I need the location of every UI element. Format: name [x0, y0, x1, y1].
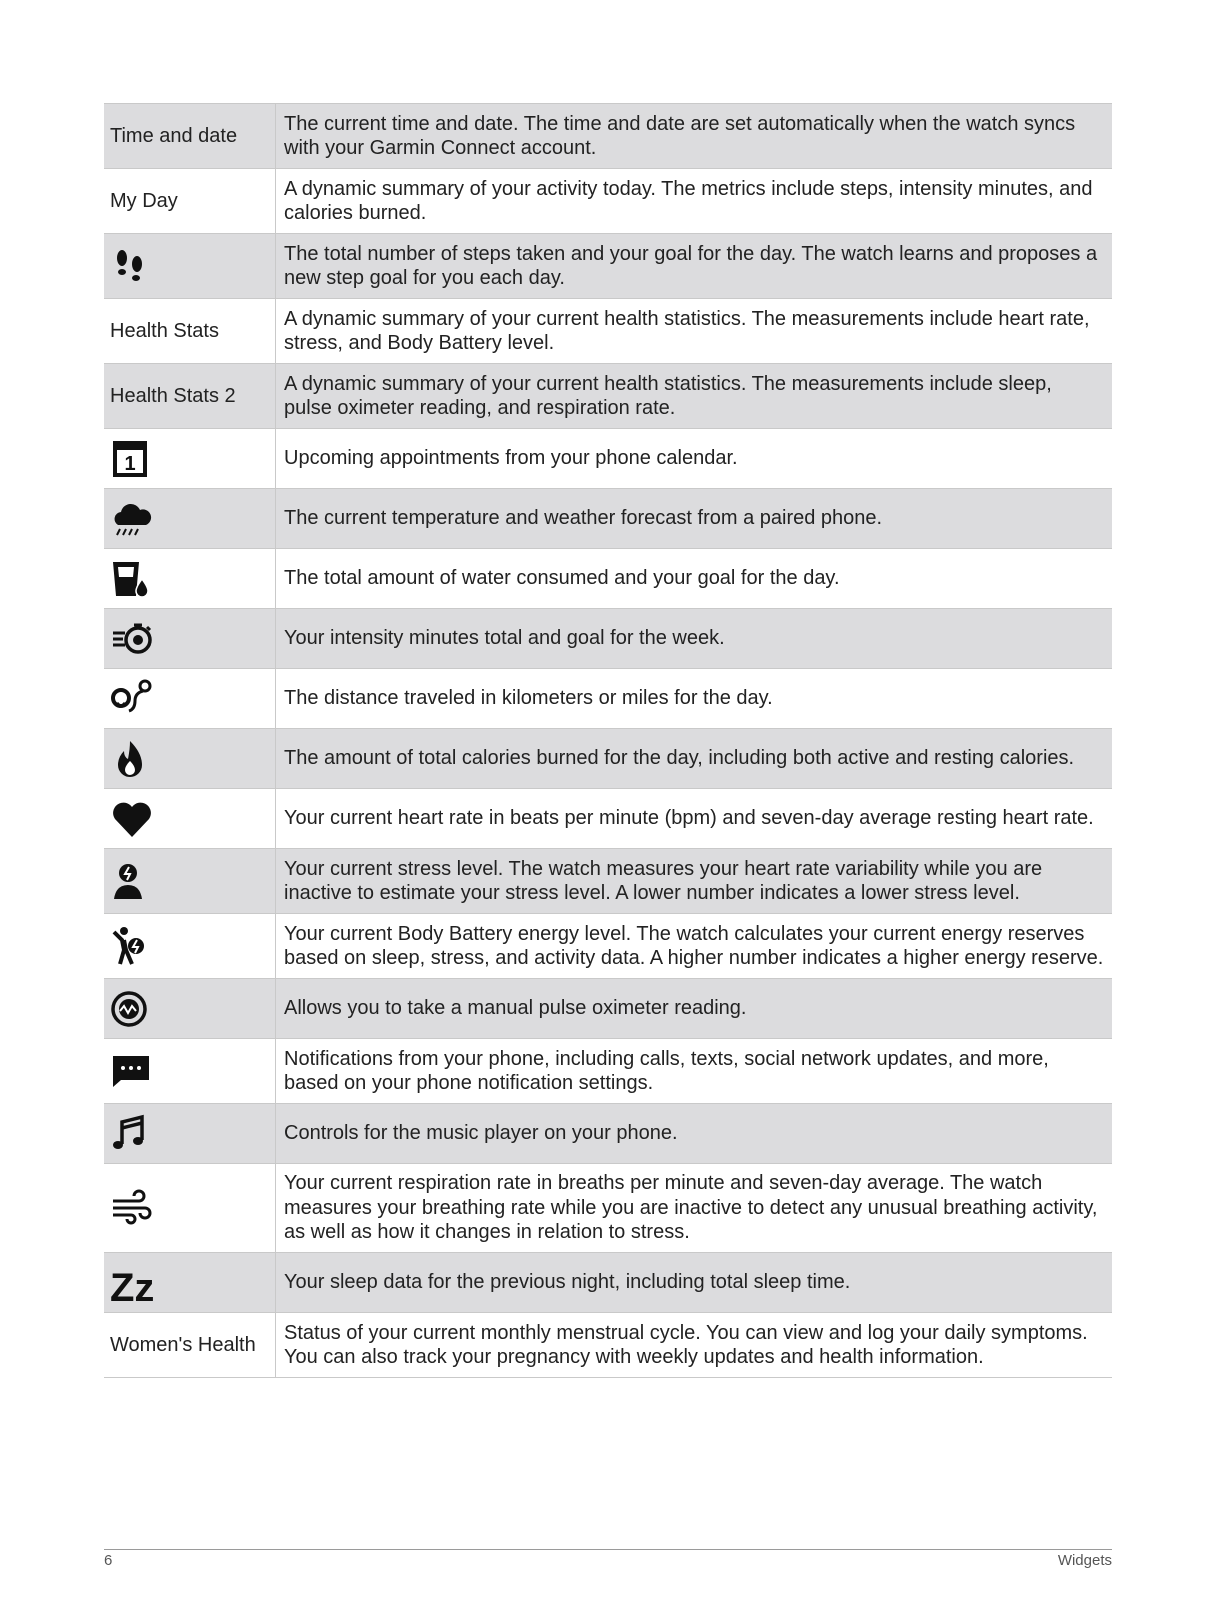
- table-row: [104, 609, 1112, 669]
- widget-description: Your current heart rate in beats per minute (bpm) and seven-day average resting heart rate.: [276, 789, 1113, 849]
- table-row: [104, 849, 1112, 914]
- widgets-table: [104, 103, 1112, 1378]
- sleep-icon: [110, 1261, 154, 1305]
- widget-description: Your intensity minutes total and goal for the week.: [276, 609, 1113, 669]
- intensity-minutes-icon: [110, 617, 154, 661]
- widget-description: Your current respiration rate in breaths per minute and seven-day average. The watch measures your breathing rate while you are inactive to detect any unusual breathing activity, as well as how it changes in relation to stress.: [276, 1164, 1113, 1253]
- widget-description: The total amount of water consumed and your goal for the day.: [276, 549, 1113, 609]
- notifications-icon: [110, 1049, 154, 1093]
- page-number: 6: [104, 1552, 113, 1569]
- widget-description: The current temperature and weather forecast from a paired phone.: [276, 489, 1113, 549]
- widget-description: A dynamic summary of your current health statistics. The measurements include heart rate, stress, and Body Battery level.: [276, 299, 1113, 364]
- calendar-icon-text: 1: [124, 452, 136, 475]
- table-row: [104, 729, 1112, 789]
- widget-description: A dynamic summary of your current health statistics. The measurements include sleep, pulse oximeter reading, and respiration rate.: [276, 364, 1113, 429]
- widget-description: Your current Body Battery energy level. The watch calculates your current energy reserves based on sleep, stress, and activity data. A higher number indicates a higher energy reserve.: [276, 914, 1113, 979]
- weather-icon: [110, 497, 154, 541]
- widget-label: Health Stats 2: [104, 364, 276, 429]
- sleep-icon-text: Zz: [110, 1265, 154, 1305]
- hydration-icon: [110, 557, 154, 601]
- widget-description: Your sleep data for the previous night, including total sleep time.: [276, 1253, 1113, 1313]
- widget-description: The current time and date. The time and date are set automatically when the watch syncs with your Garmin Connect account.: [276, 104, 1113, 169]
- table-row: [104, 1253, 1112, 1313]
- table-row: [104, 914, 1112, 979]
- section-name: Widgets: [1057, 1552, 1112, 1569]
- table-row: [104, 234, 1112, 299]
- footer-rule: [104, 1549, 1112, 1550]
- widget-label: My Day: [104, 169, 276, 234]
- widget-description: Upcoming appointments from your phone calendar.: [276, 429, 1113, 489]
- table-row: [104, 1039, 1112, 1104]
- widget-description: Allows you to take a manual pulse oximeter reading.: [276, 979, 1113, 1039]
- widget-description: The distance traveled in kilometers or miles for the day.: [276, 669, 1113, 729]
- table-row: [104, 299, 1112, 364]
- table-row: [104, 979, 1112, 1039]
- calories-icon: [110, 737, 154, 781]
- body-battery-icon: [110, 924, 154, 968]
- table-row: [104, 669, 1112, 729]
- table-row: [104, 489, 1112, 549]
- respiration-icon: [110, 1186, 154, 1230]
- widget-label: Health Stats: [104, 299, 276, 364]
- music-icon: [110, 1112, 154, 1156]
- widget-description: Controls for the music player on your phone.: [276, 1104, 1113, 1164]
- calendar-icon: [110, 437, 154, 481]
- table-row: [104, 104, 1112, 169]
- table-row: [104, 1164, 1112, 1253]
- steps-icon: [110, 244, 154, 288]
- widget-description: Notifications from your phone, including calls, texts, social network updates, and more, based on your phone notification settings.: [276, 1039, 1113, 1104]
- table-row: [104, 1313, 1112, 1378]
- widget-label: Time and date: [104, 104, 276, 169]
- distance-icon: [110, 677, 154, 721]
- pulse-ox-icon: [110, 987, 154, 1031]
- table-row: [104, 549, 1112, 609]
- widget-description: A dynamic summary of your activity today. The metrics include steps, intensity minutes, and calories burned.: [276, 169, 1113, 234]
- table-row: [104, 169, 1112, 234]
- widget-description: Status of your current monthly menstrual cycle. You can view and log your daily symptoms. You can also track your pregnancy with weekly updates and health information.: [276, 1313, 1113, 1378]
- widget-description: The amount of total calories burned for the day, including both active and resting calories.: [276, 729, 1113, 789]
- widget-label: Women's Health: [104, 1313, 276, 1378]
- table-row: [104, 364, 1112, 429]
- table-row: [104, 429, 1112, 489]
- stress-icon: [110, 859, 154, 903]
- widget-description: Your current stress level. The watch measures your heart rate variability while you are inactive to estimate your stress level. A lower number indicates a lower stress level.: [276, 849, 1113, 914]
- table-row: [104, 1104, 1112, 1164]
- heart-icon: [110, 797, 154, 841]
- widget-description: The total number of steps taken and your goal for the day. The watch learns and proposes a new step goal for you each day.: [276, 234, 1113, 299]
- table-row: [104, 789, 1112, 849]
